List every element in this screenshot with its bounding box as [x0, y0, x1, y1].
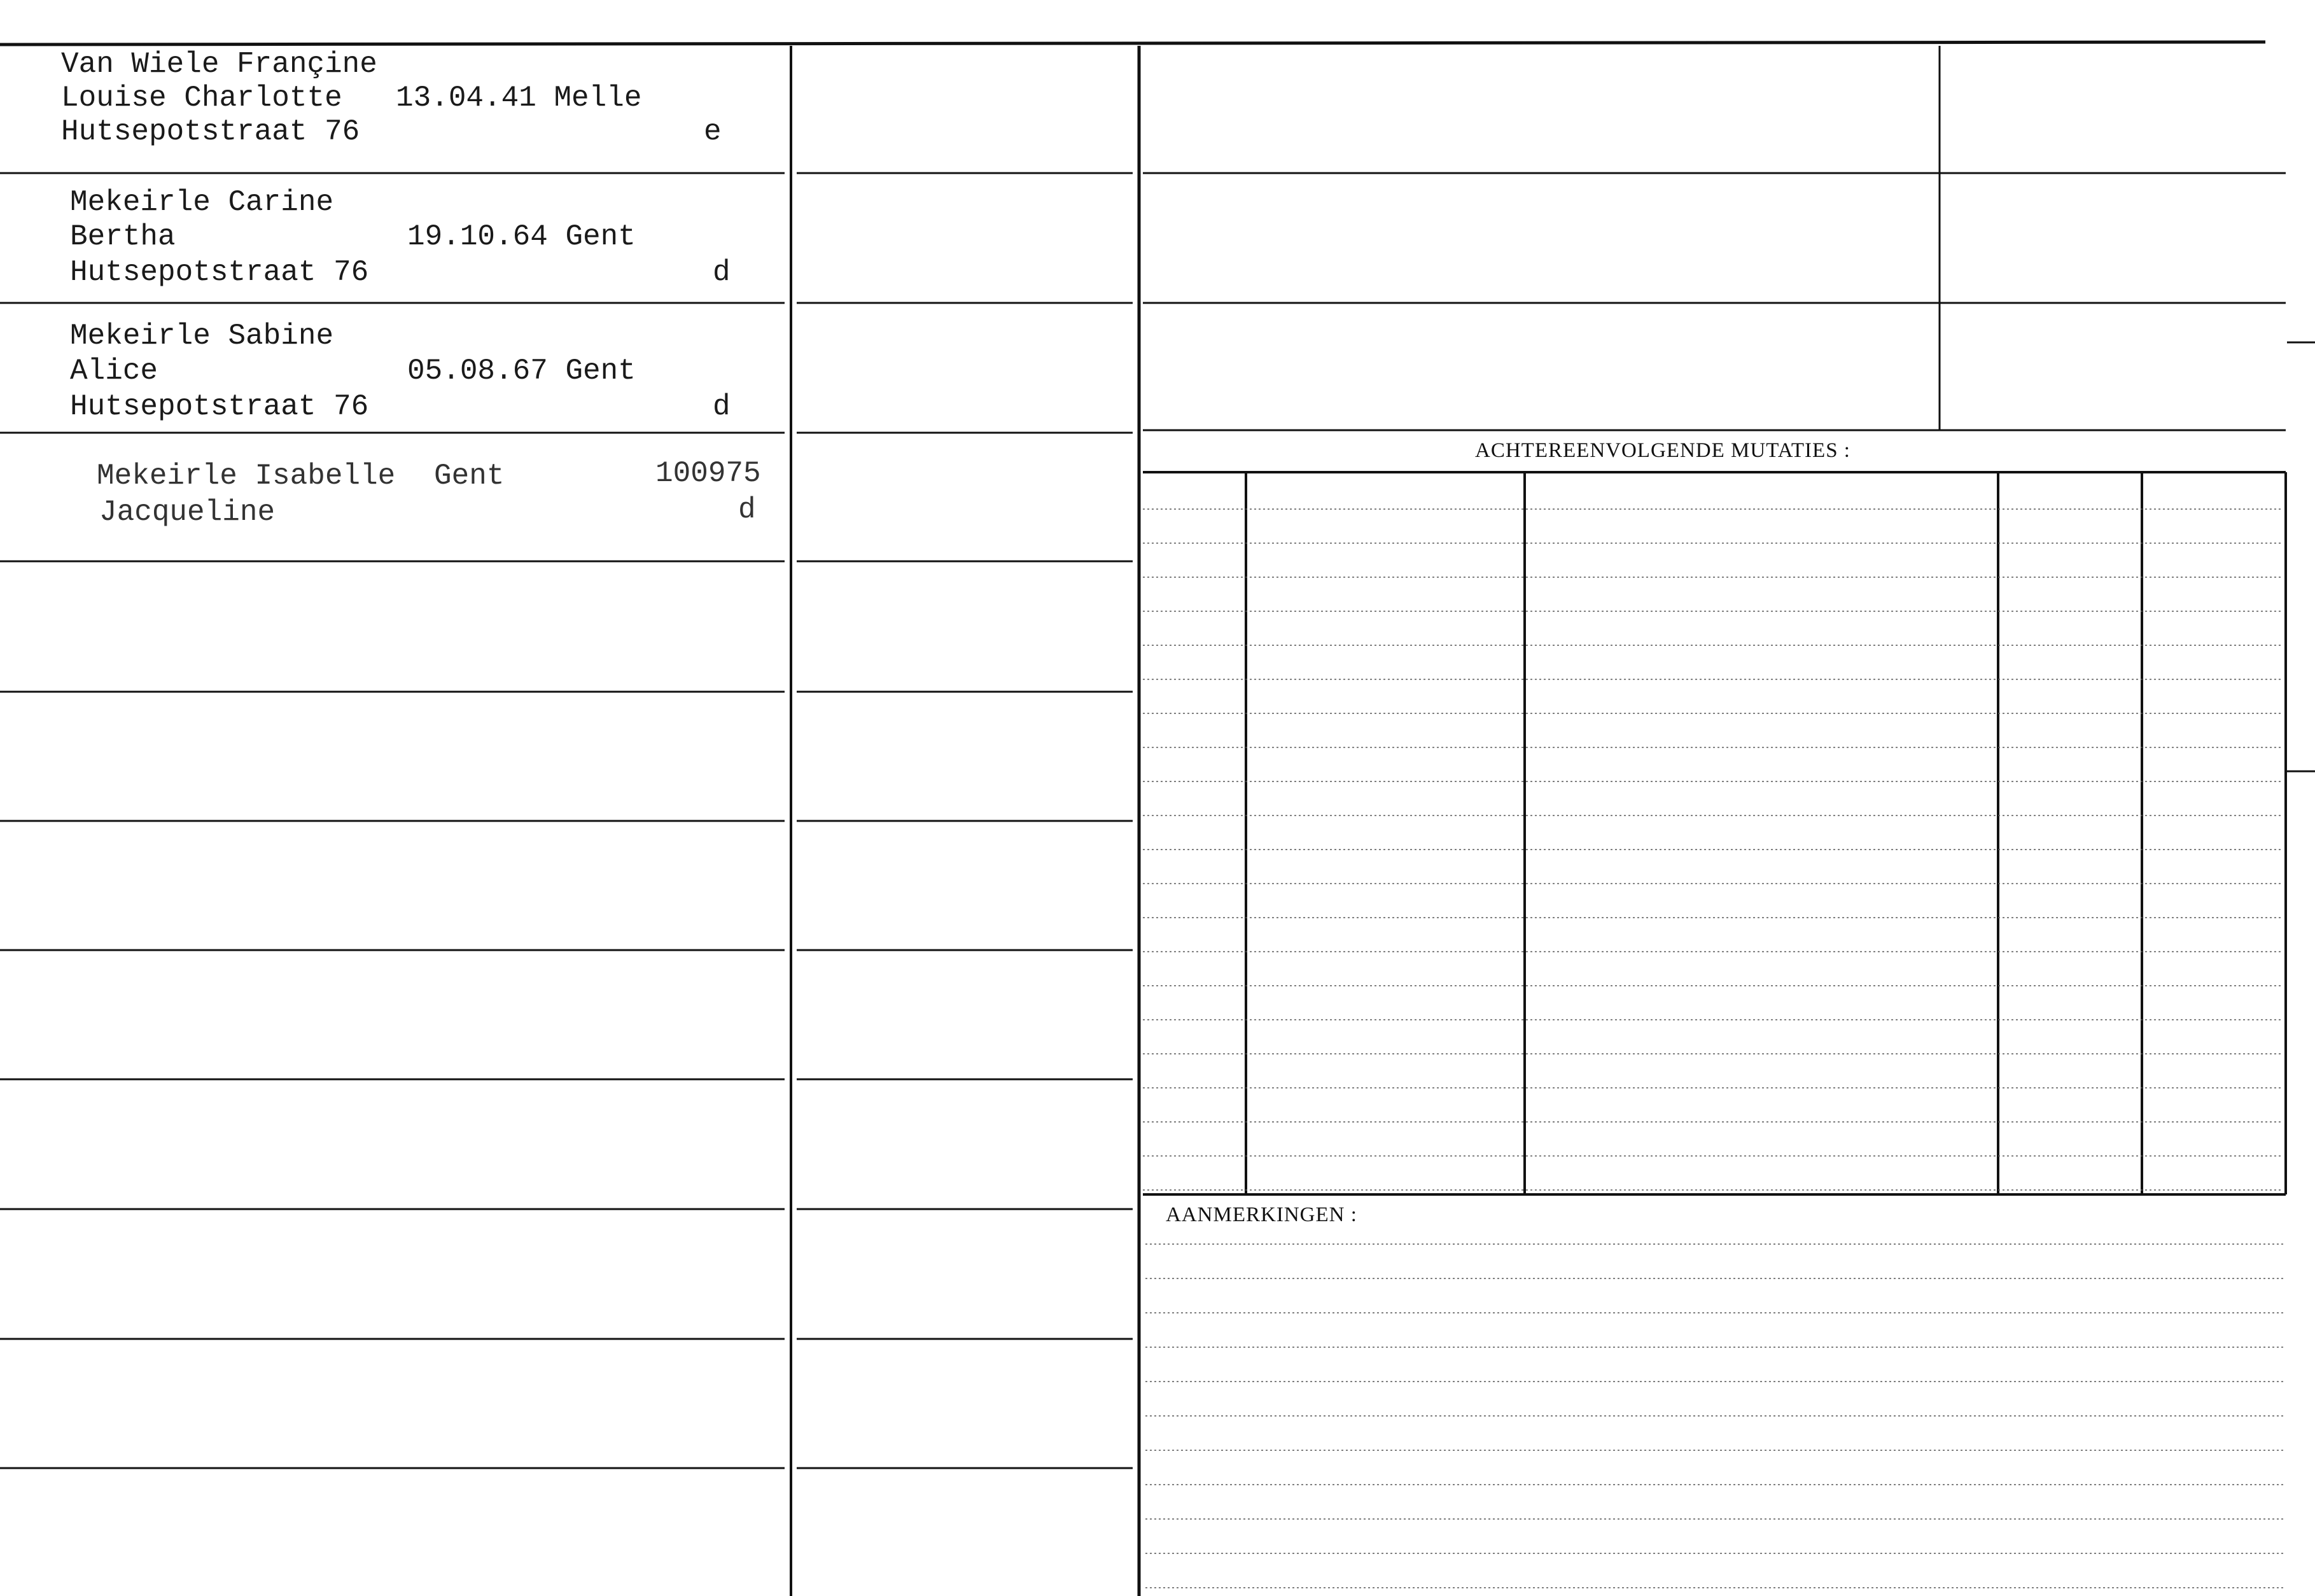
- entry-3-name-line-2: Alice: [70, 354, 158, 388]
- entry-1-name-line-2: Louise Charlotte: [61, 81, 342, 115]
- entry-1-birth: 13.04.41 Melle: [396, 81, 642, 115]
- entry-2-address: Hutsepotstraat 76: [70, 256, 369, 289]
- entry-1-address: Hutsepotstraat 76: [61, 115, 360, 148]
- entry-1-code: e: [704, 115, 722, 148]
- top-border-line: [0, 42, 2265, 45]
- entry-4-place: Gent: [434, 459, 505, 493]
- entry-4-date: 100975: [655, 457, 761, 490]
- entry-4-name-line-2: Jacqueline: [99, 496, 276, 529]
- entry-3-address: Hutsepotstraat 76: [70, 390, 369, 423]
- entry-2-name-line-1: Mekeirle Carine: [70, 186, 334, 219]
- entry-2-birth: 19.10.64 Gent: [407, 220, 636, 253]
- entry-2-code: d: [713, 256, 731, 289]
- entry-4-name-line-1: Mekeirle Isabelle: [97, 459, 396, 493]
- aanmerkingen-title: AANMERKINGEN :: [1166, 1203, 1357, 1226]
- entry-4-code: d: [738, 493, 756, 526]
- entry-2-name-line-2: Bertha: [70, 220, 176, 253]
- entry-3-name-line-1: Mekeirle Sabine: [70, 319, 334, 353]
- entry-1-name-line-1: Van Wiele Françine: [61, 48, 377, 81]
- mutaties-title: ACHTEREENVOLGENDE MUTATIES :: [1475, 439, 1850, 462]
- entry-3-birth: 05.08.67 Gent: [407, 354, 636, 388]
- entry-3-code: d: [713, 390, 731, 423]
